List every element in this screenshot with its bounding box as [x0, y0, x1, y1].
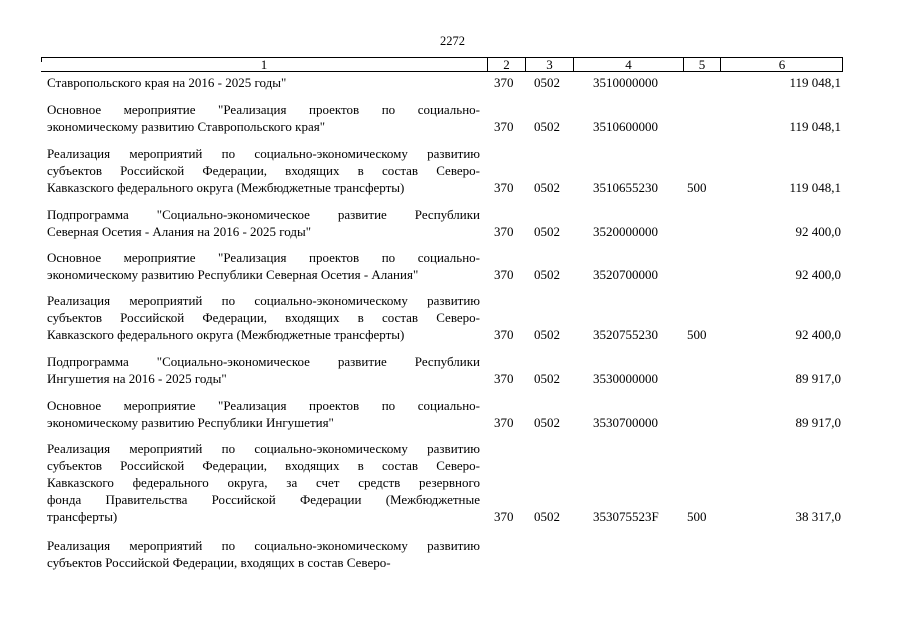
- header-col-5: 5: [683, 58, 720, 72]
- description-line: Реализация мероприятий по социально-экономическому развитию: [47, 538, 480, 553]
- cell-c6: 92 400,0: [795, 327, 841, 342]
- description-line: Реализация мероприятий по социально-экономическому развитию: [47, 441, 480, 456]
- cell-c6: 89 917,0: [795, 371, 841, 386]
- description-line: Кавказского федерального округа, за счет средств резервного: [47, 475, 480, 490]
- description-line: Подпрограмма "Социально-экономическое развитие Республики: [47, 354, 480, 369]
- description-line: экономическому развитию Ставропольского края": [47, 119, 326, 134]
- cell-c4: 3510600000: [593, 119, 658, 134]
- cell-c5: 500: [687, 327, 707, 342]
- row-description: [47, 353, 480, 387]
- cell-c6: 119 048,1: [789, 180, 841, 195]
- cell-c3: 0502: [534, 509, 560, 524]
- cell-c2: 370: [494, 415, 514, 430]
- cell-c6: 119 048,1: [789, 119, 841, 134]
- cell-c2: 370: [494, 75, 514, 90]
- page-number: 2272: [440, 34, 465, 48]
- description-line: Северная Осетия - Алания на 2016 - 2025 годы": [47, 224, 312, 239]
- row-description: [47, 206, 480, 240]
- header-col-3: 3: [525, 58, 573, 72]
- row-description: [47, 292, 480, 343]
- cell-c4: 3520755230: [593, 327, 658, 342]
- description-line: Подпрограмма "Социально-экономическое развитие Республики: [47, 207, 480, 222]
- description-line: Ставропольского края на 2016 - 2025 годы": [47, 75, 287, 90]
- row-description: [47, 440, 480, 525]
- cell-c2: 370: [494, 119, 514, 134]
- description-line: экономическому развитию Республики Северная Осетия - Алания": [47, 267, 419, 282]
- cell-c5: 500: [687, 180, 707, 195]
- header-col-1: 1: [260, 57, 268, 72]
- cell-c3: 0502: [534, 415, 560, 430]
- cell-c3: 0502: [534, 75, 560, 90]
- cell-c4: 3530700000: [593, 415, 658, 430]
- cell-c4: 3510655230: [593, 180, 658, 195]
- description-line: фонда Правительства Российской Федерации (Межбюджетные: [47, 492, 480, 507]
- cell-c6: 119 048,1: [789, 75, 841, 90]
- row-description: [47, 397, 480, 431]
- description-line: Основное мероприятие "Реализация проектов по социально-: [47, 398, 480, 413]
- description-line: трансферты): [47, 509, 118, 524]
- cell-c4: 3520700000: [593, 267, 658, 282]
- cell-c2: 370: [494, 267, 514, 282]
- description-line: Кавказского федерального округа (Межбюджетные трансферты): [47, 327, 405, 342]
- cell-c6: 89 917,0: [795, 415, 841, 430]
- description-line: субъектов Российской Федерации, входящих в состав Северо-: [47, 310, 480, 325]
- row-description: [47, 145, 480, 196]
- cell-c3: 0502: [534, 267, 560, 282]
- cell-c6: 38 317,0: [795, 509, 841, 524]
- cell-c4: 3530000000: [593, 371, 658, 386]
- description-line: Реализация мероприятий по социально-экономическому развитию: [47, 146, 480, 161]
- cell-c3: 0502: [534, 371, 560, 386]
- description-line: Реализация мероприятий по социально-экономическому развитию: [47, 293, 480, 308]
- row-description: [47, 74, 480, 91]
- row-description: [47, 249, 480, 283]
- header-col-2: 2: [487, 58, 525, 72]
- row-description: [47, 101, 480, 135]
- description-line: Ингушетия на 2016 - 2025 годы": [47, 371, 227, 386]
- cell-c2: 370: [494, 509, 514, 524]
- cell-c2: 370: [494, 371, 514, 386]
- header-col-6: 6: [720, 58, 843, 72]
- cell-c4: 353075523F: [593, 509, 659, 524]
- description-line: Кавказского федерального округа (Межбюджетные трансферты): [47, 180, 405, 195]
- cell-c4: 3510000000: [593, 75, 658, 90]
- description-line: экономическому развитию Республики Ингушетия": [47, 415, 334, 430]
- row-description: [47, 537, 480, 571]
- header-col-4: 4: [573, 58, 683, 72]
- cell-c3: 0502: [534, 180, 560, 195]
- cell-c3: 0502: [534, 224, 560, 239]
- description-line: субъектов Российской Федерации, входящих в состав Северо-: [47, 458, 480, 473]
- cell-c5: 500: [687, 509, 707, 524]
- table-header: [41, 57, 843, 72]
- cell-c2: 370: [494, 180, 514, 195]
- cell-c2: 370: [494, 224, 514, 239]
- description-line: Основное мероприятие "Реализация проектов по социально-: [47, 102, 480, 117]
- cell-c2: 370: [494, 327, 514, 342]
- cell-c3: 0502: [534, 119, 560, 134]
- description-line: субъектов Российской Федерации, входящих в состав Северо-: [47, 163, 480, 178]
- description-line: субъектов Российской Федерации, входящих в состав Северо-: [47, 555, 391, 570]
- cell-c3: 0502: [534, 327, 560, 342]
- cell-c4: 3520000000: [593, 224, 658, 239]
- cell-c6: 92 400,0: [795, 224, 841, 239]
- cell-c6: 92 400,0: [795, 267, 841, 282]
- description-line: Основное мероприятие "Реализация проектов по социально-: [47, 250, 480, 265]
